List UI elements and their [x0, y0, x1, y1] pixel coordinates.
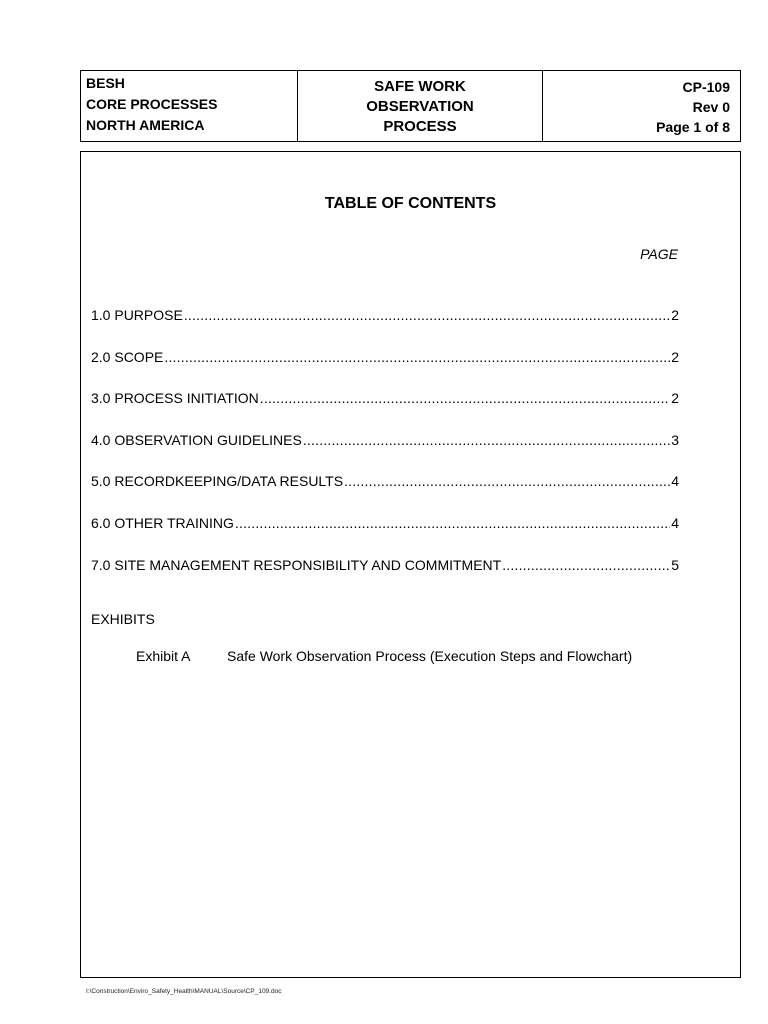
header-title-cell: [298, 71, 543, 141]
toc-entry-page: 2: [671, 348, 679, 365]
toc-leader-dots: [502, 557, 670, 573]
exhibit-entry[interactable]: [136, 648, 632, 664]
toc-entry[interactable]: [91, 307, 679, 349]
toc-entry[interactable]: [91, 473, 679, 515]
toc-leader-dots: [164, 349, 670, 365]
toc-page-column-label: PAGE: [640, 246, 678, 262]
toc-list: [91, 307, 679, 598]
toc-entry-label: 1.0 PURPOSE: [91, 307, 183, 323]
toc-leader-dots: [260, 390, 670, 406]
toc-entry[interactable]: [91, 349, 679, 391]
toc-entry-label: 7.0 SITE MANAGEMENT RESPONSIBILITY AND COMMITMENT: [91, 556, 502, 573]
document-header: [80, 70, 741, 142]
doc-number: CP-109: [682, 79, 730, 95]
toc-title: TABLE OF CONTENTS: [324, 195, 497, 212]
header-org-line: NORTH AMERICA: [86, 117, 205, 133]
header-org-line: BESH: [86, 75, 125, 91]
toc-entry-page: 2: [671, 390, 679, 407]
document-body: [80, 151, 741, 978]
toc-leader-dots: [303, 432, 670, 448]
header-org-cell: [81, 71, 298, 141]
doc-revision: Rev 0: [692, 99, 730, 115]
footer-file-path: I:\Construction\Enviro_Safety_Health\MANUAL\Source\CP_109.doc: [86, 988, 282, 995]
toc-entry-page: 4: [671, 473, 679, 490]
toc-entry[interactable]: [91, 557, 679, 599]
toc-entry[interactable]: [91, 432, 679, 474]
toc-entry-label: 2.0 SCOPE: [91, 348, 164, 365]
exhibits-heading: EXHIBITS: [91, 611, 155, 627]
exhibit-id: Exhibit A: [136, 648, 191, 664]
header-title-line: SAFE WORK: [374, 78, 466, 95]
header-doc-info-cell: [543, 71, 740, 141]
toc-entry[interactable]: [91, 390, 679, 432]
toc-entry-label: 5.0 RECORDKEEPING/DATA RESULTS: [91, 473, 344, 490]
toc-entry-label: 4.0 OBSERVATION GUIDELINES: [91, 431, 302, 448]
toc-entry-label: 6.0 OTHER TRAINING: [91, 514, 234, 531]
toc-entry[interactable]: [91, 515, 679, 557]
toc-entry-page: 2: [671, 307, 679, 323]
toc-entry-page: 3: [671, 431, 679, 448]
header-title-line: OBSERVATION: [366, 98, 474, 115]
doc-page-number: Page 1 of 8: [656, 119, 730, 135]
toc-leader-dots: [344, 473, 670, 489]
toc-leader-dots: [184, 307, 670, 323]
header-org-line: CORE PROCESSES: [86, 96, 218, 112]
header-title-line: PROCESS: [383, 118, 457, 135]
exhibit-title: Safe Work Observation Process (Execution Steps and Flowchart): [227, 648, 633, 664]
toc-entry-page: 5: [671, 556, 679, 573]
toc-entry-page: 4: [671, 514, 679, 531]
toc-entry-label: 3.0 PROCESS INITIATION: [91, 390, 259, 407]
toc-leader-dots: [235, 515, 670, 531]
